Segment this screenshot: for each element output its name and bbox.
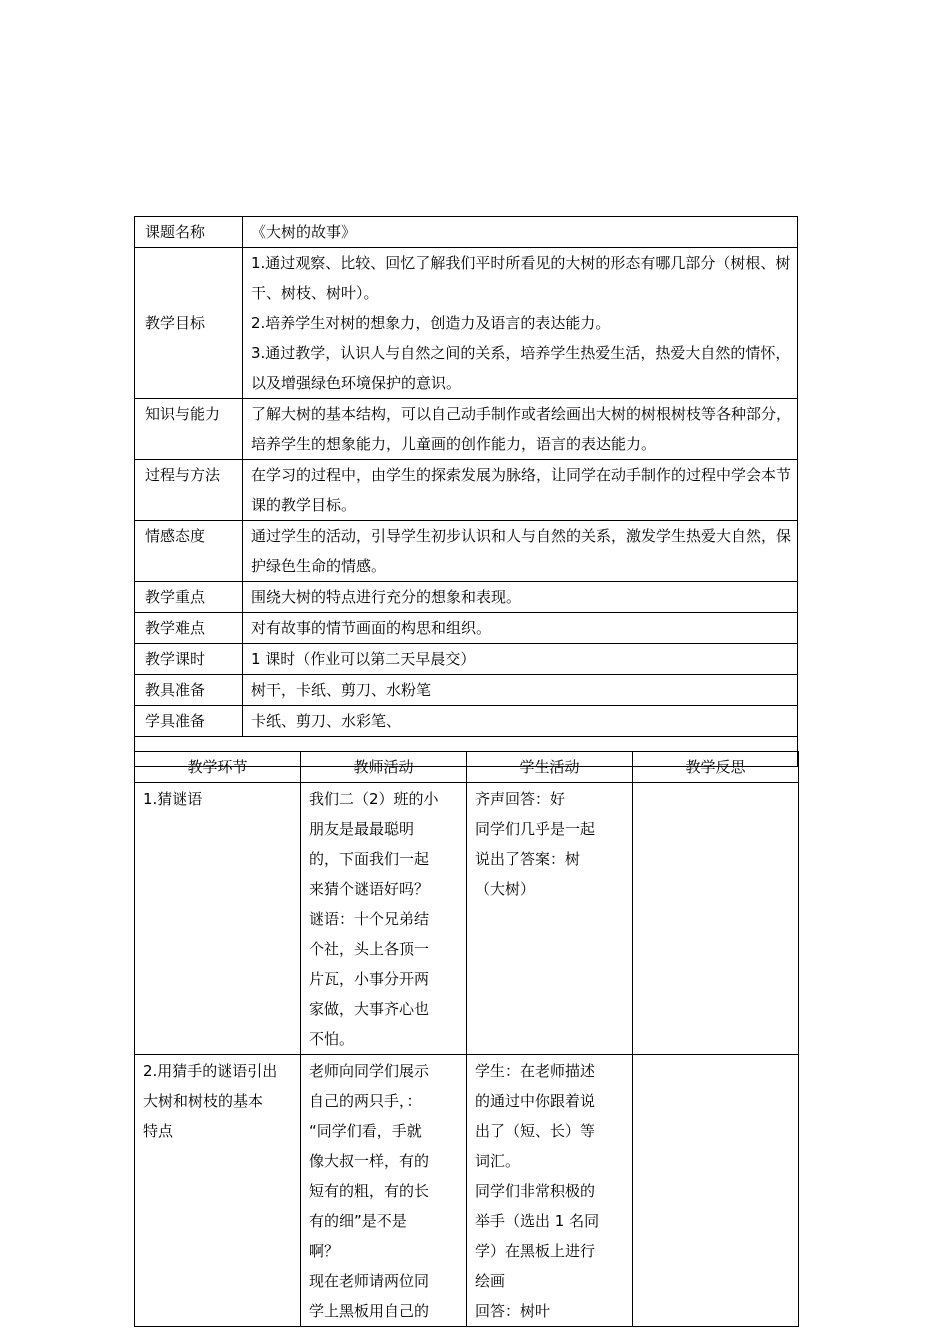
student-line: 举手（选出 1 名同 (475, 1212, 600, 1230)
student-line: 出了（短、长）等 (475, 1122, 596, 1140)
stage-line: 大树和树枝的基本 (143, 1092, 264, 1110)
stage-cell (135, 783, 301, 1055)
teacher-line: 谜语：十个兄弟结 (309, 910, 430, 928)
teacher-line: 老师向同学们展示 (309, 1062, 430, 1080)
student-activity-cell (467, 783, 633, 1055)
goal-item-3: 3.通过教学，认识人与自然之间的关系，培养学生热爱生活，热爱大自然的情怀，以及增强绿色环境保护的意识。 (251, 344, 791, 392)
topic-value: 《大树的故事》 (243, 217, 798, 248)
teacher-activity-cell (301, 1055, 467, 1327)
lesson-info-table (134, 216, 798, 767)
teacher-line: 家做，大事齐心也 (309, 1000, 430, 1018)
header-stage: 教学环节 (135, 752, 301, 783)
student-line: 绘画 (475, 1272, 506, 1290)
teacher-line: 有的细”是不是 (309, 1212, 407, 1230)
student-tools-label: 学具准备 (135, 706, 243, 737)
difficulty-label: 教学难点 (135, 613, 243, 644)
process-value: 在学习的过程中，由学生的探索发展为脉络，让同学在动手制作的过程中学会本节课的教学目标。 (243, 460, 798, 521)
reflection-cell (633, 1055, 799, 1327)
topic-label: 课题名称 (135, 217, 243, 248)
stage-line: 1.猜谜语 (143, 790, 203, 808)
hours-value: 1 课时（作业可以第二天早晨交） (243, 644, 798, 675)
teacher-line: 朋友是最最聪明 (309, 820, 415, 838)
goal-item-1: 1.通过观察、比较、回忆了解我们平时所看见的大树的形态有哪几部分（树根、树干、树枝、树叶）。 (251, 254, 791, 302)
student-line: 同学们非常积极的 (475, 1182, 596, 1200)
student-line: 词汇。 (475, 1152, 521, 1170)
stage-cell (135, 1055, 301, 1327)
process-label: 过程与方法 (135, 460, 243, 521)
student-line: （大树） (475, 880, 536, 898)
hours-label: 教学课时 (135, 644, 243, 675)
emotion-value: 通过学生的活动，引导学生初步认识和人与自然的关系，激发学生热爱大自然，保护绿色生命的情感。 (243, 521, 798, 582)
teacher-line: “同学们看，手就 (309, 1122, 422, 1140)
difficulty-value: 对有故事的情节画面的构思和组织。 (243, 613, 798, 644)
header-reflection: 教学反思 (633, 752, 799, 783)
teacher-line: 自己的两只手，： (309, 1092, 422, 1110)
teacher-line: 像大叔一样，有的 (309, 1152, 430, 1170)
stage-line: 2.用猜手的谜语引出 (143, 1062, 278, 1080)
teacher-tools-label: 教具准备 (135, 675, 243, 706)
header-teacher-activity: 教师活动 (301, 752, 467, 783)
teacher-line: 现在老师请两位同 (309, 1272, 430, 1290)
table-row (135, 1055, 799, 1327)
student-tools-value: 卡纸、剪刀、水彩笔、 (243, 706, 798, 737)
student-activity-cell (467, 1055, 633, 1327)
reflection-cell (633, 783, 799, 1055)
table-row (135, 783, 799, 1055)
teacher-activity-cell (301, 783, 467, 1055)
student-line: 回答：树叶 (475, 1302, 551, 1320)
key-point-label: 教学重点 (135, 582, 243, 613)
goal-item-2: 2.培养学生对树的想象力，创造力及语言的表达能力。 (251, 314, 611, 332)
stage-line: 特点 (143, 1122, 174, 1140)
goals-cell (243, 248, 798, 399)
header-student-activity: 学生活动 (467, 752, 633, 783)
teacher-line: 个社，头上各顶一 (309, 940, 430, 958)
student-line: 同学们几乎是一起 (475, 820, 596, 838)
student-line: 的通过中你跟着说 (475, 1092, 596, 1110)
teacher-line: 的，下面我们一起 (309, 850, 430, 868)
teacher-line: 片瓦，小事分开两 (309, 970, 430, 988)
lesson-steps-table (134, 751, 799, 1327)
student-line: 说出了答案：树 (475, 850, 581, 868)
teacher-line: 我们二（2）班的小 (309, 790, 439, 808)
student-line: 学生：在老师描述 (475, 1062, 596, 1080)
key-point-value: 围绕大树的特点进行充分的想象和表现。 (243, 582, 798, 613)
knowledge-label: 知识与能力 (135, 399, 243, 460)
emotion-label: 情感态度 (135, 521, 243, 582)
teacher-line: 短有的粗，有的长 (309, 1182, 430, 1200)
teacher-line: 啊？ (309, 1242, 340, 1260)
teacher-line: 来猜个谜语好吗？ (309, 880, 430, 898)
teacher-line: 不怕。 (309, 1030, 355, 1048)
student-line: 齐声回答：好 (475, 790, 566, 808)
knowledge-value: 了解大树的基本结构，可以自己动手制作或者绘画出大树的树根树枝等各种部分，培养学生的想象能力，儿童画的创作能力，语言的表达能力。 (243, 399, 798, 460)
goals-label: 教学目标 (135, 248, 243, 399)
teacher-line: 学上黑板用自己的 (309, 1302, 430, 1320)
student-line: 学）在黑板上进行 (475, 1242, 596, 1260)
teacher-tools-value: 树干，卡纸、剪刀、水粉笔 (243, 675, 798, 706)
